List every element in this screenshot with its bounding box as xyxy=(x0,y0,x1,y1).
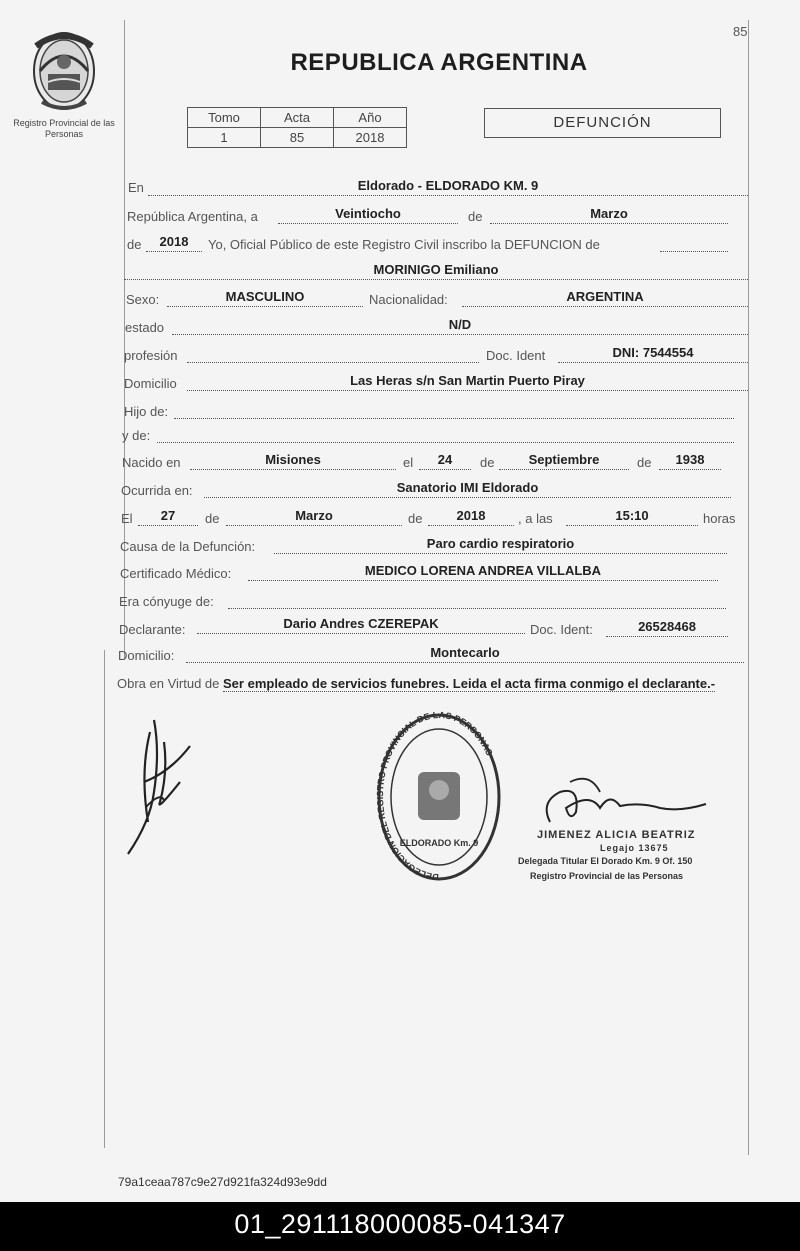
province-crest xyxy=(28,26,100,112)
y-de-label: y de: xyxy=(122,428,151,443)
en-label: En xyxy=(128,180,144,195)
acta-table xyxy=(187,107,407,148)
de-label-5: de xyxy=(205,511,220,526)
official-legajo: Legajo 13675 xyxy=(600,843,669,853)
acta-header-acta: Acta xyxy=(261,108,334,128)
dia-field: Veintiocho xyxy=(278,206,458,224)
acta-value-tomo: 1 xyxy=(188,128,261,148)
fallec-mes-field: Marzo xyxy=(226,508,402,526)
certificado-label: Certificado Médico: xyxy=(120,566,232,581)
nacido-mes-field: Septiembre xyxy=(499,452,629,470)
conyuge-field xyxy=(228,591,726,609)
sexo-field: MASCULINO xyxy=(167,289,363,307)
horas-label: horas xyxy=(703,511,736,526)
crest-emblem-icon xyxy=(28,26,100,112)
official-registry: Registro Provincial de las Personas xyxy=(530,871,684,881)
de-label-4: de xyxy=(637,455,652,470)
estado-label: estado xyxy=(125,320,165,335)
declarante-field: Dario Andres CZEREPAK xyxy=(197,616,525,634)
doc-ident-field: DNI: 7544554 xyxy=(558,345,748,363)
profesion-field xyxy=(187,345,479,363)
domicilio2-field: Montecarlo xyxy=(186,645,744,663)
nacionalidad-label: Nacionalidad: xyxy=(369,292,448,307)
document-title: REPUBLICA ARGENTINA xyxy=(290,49,588,76)
de-label-2: de xyxy=(127,237,142,252)
republica-label: República Argentina, a xyxy=(127,209,258,224)
declarante-doc-field: 26528468 xyxy=(606,619,728,637)
acta-value-acta: 85 xyxy=(261,128,334,148)
lugar-field: Eldorado - ELDORADO KM. 9 xyxy=(148,178,748,196)
mes-field: Marzo xyxy=(490,206,728,224)
fallec-anio-field: 2018 xyxy=(428,508,514,526)
a-las-label: , a las xyxy=(518,511,553,526)
domicilio-label: Domicilio xyxy=(124,376,177,391)
causa-label: Causa de la Defunción: xyxy=(120,539,256,554)
y-de-field xyxy=(157,425,734,443)
seal-inner-text: ELDORADO Km. 9 xyxy=(399,838,479,848)
left-margin-line-lower xyxy=(104,650,105,1148)
official-name: JIMENEZ ALICIA BEATRIZ xyxy=(537,829,696,841)
nacionalidad-field: ARGENTINA xyxy=(462,289,748,307)
certificado-field: MEDICO LORENA ANDREA VILLALBA xyxy=(248,563,718,581)
registry-name: Registro Provincial de las Personas xyxy=(13,118,115,139)
El-label: El xyxy=(121,511,133,526)
official-signature xyxy=(530,772,710,832)
acta-value-anio: 2018 xyxy=(334,128,407,148)
obra-value: Ser empleado de servicios funebres. Leida el acta firma conmigo el declarante.- xyxy=(223,676,716,691)
obra-paragraph xyxy=(117,674,745,693)
profesion-label: profesión xyxy=(124,348,178,363)
declarante-label: Declarante: xyxy=(119,622,186,637)
hijo-label: Hijo de: xyxy=(124,404,169,419)
declarant-signature xyxy=(120,712,210,862)
nacido-label: Nacido en xyxy=(122,455,181,470)
nacido-anio-field: 1938 xyxy=(659,452,721,470)
nacido-dia-field: 24 xyxy=(419,452,471,470)
nombre-field: MORINIGO Emiliano xyxy=(124,262,748,280)
right-margin-line xyxy=(748,20,749,1155)
nacido-lugar-field: Misiones xyxy=(190,452,396,470)
hora-field: 15:10 xyxy=(566,508,698,526)
left-margin-line xyxy=(124,20,125,660)
el-label: el xyxy=(403,455,414,470)
page-number: 85 xyxy=(733,24,748,39)
de-label-1: de xyxy=(468,209,483,224)
official-title: Delegada Titular El Dorado Km. 9 Of. 150 xyxy=(518,856,693,866)
domicilio-field: Las Heras s/n San Martin Puerto Piray xyxy=(187,373,748,391)
seal-ring-text: DELEGACION DEL REGISTRO PROVINCIAL DE LAS PERSONAS xyxy=(375,709,495,883)
registry-seal xyxy=(374,708,504,886)
document-hash: 79a1ceaa787c9e27d921fa324d93e9dd xyxy=(118,1175,327,1189)
conyuge-label: Era cónyuge de: xyxy=(119,594,214,609)
anio-field: 2018 xyxy=(146,234,202,252)
obra-label: Obra en Virtud de xyxy=(117,676,220,691)
doc-ident2-label: Doc. Ident: xyxy=(530,622,593,637)
domicilio2-label: Domicilio: xyxy=(118,648,175,663)
acta-header-tomo: Tomo xyxy=(188,108,261,128)
inscribo-text: Yo, Oficial Público de este Registro Civil inscribo la DEFUNCION de xyxy=(208,237,600,252)
de-label-6: de xyxy=(408,511,423,526)
document-type-box: DEFUNCIÓN xyxy=(484,108,721,138)
inscribo-blank xyxy=(660,234,728,252)
footer-code: 01_291118000085-041347 xyxy=(0,1202,800,1251)
ocurrida-label: Ocurrida en: xyxy=(121,483,193,498)
fallec-dia-field: 27 xyxy=(138,508,198,526)
de-label-3: de xyxy=(480,455,495,470)
acta-header-anio: Año xyxy=(334,108,407,128)
causa-field: Paro cardio respiratorio xyxy=(274,536,727,554)
estado-field: N/D xyxy=(172,317,748,335)
ocurrida-field: Sanatorio IMI Eldorado xyxy=(204,480,731,498)
hijo-field xyxy=(174,401,734,419)
doc-ident-label: Doc. Ident xyxy=(486,348,546,363)
sexo-label: Sexo: xyxy=(126,292,160,307)
